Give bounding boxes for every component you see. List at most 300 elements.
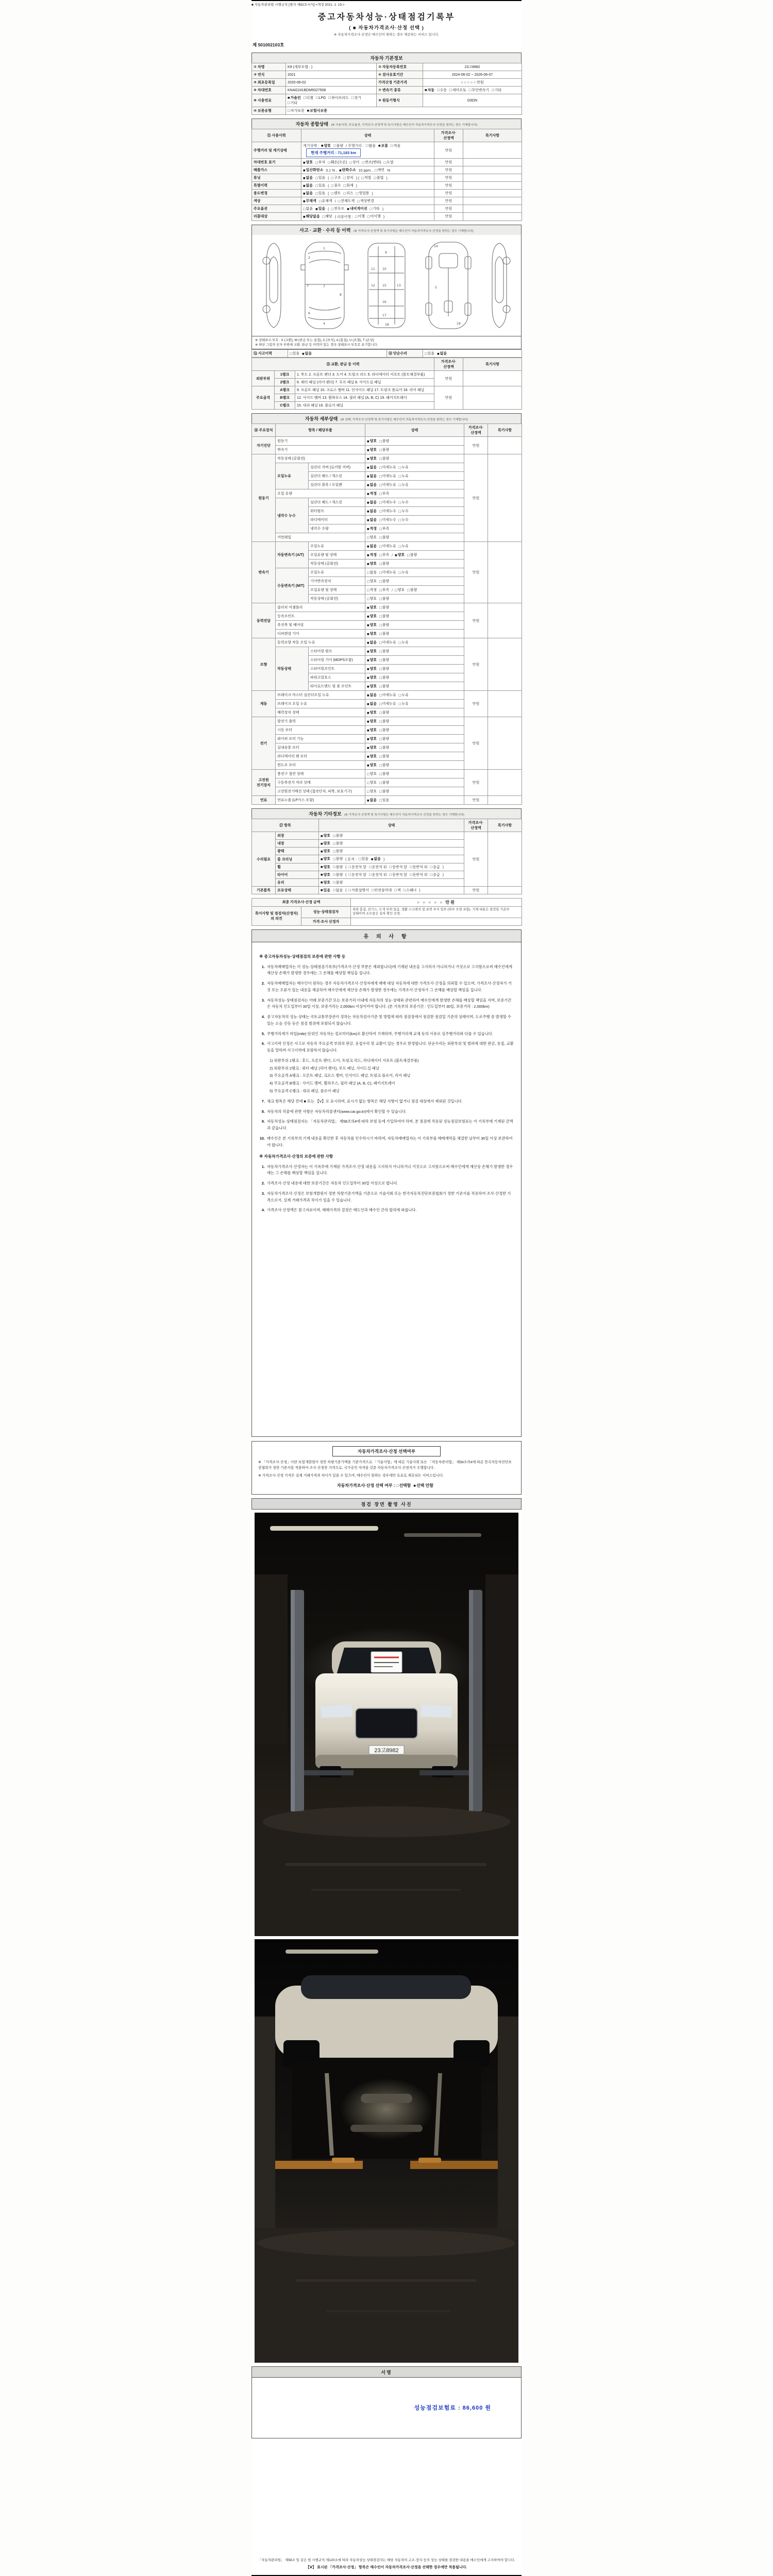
- checkbox-option[interactable]: [367, 657, 377, 663]
- checkbox-option[interactable]: [379, 526, 389, 531]
- document-subtitle-note: ※ 자동차가격조사·산정은 매수인이 원하는 경우 제공하는 서비스 입니다.: [333, 33, 440, 37]
- checkbox-option[interactable]: [348, 865, 366, 870]
- checkbox-option[interactable]: [333, 880, 343, 885]
- detail-status: [365, 778, 464, 787]
- checkbox-option[interactable]: [399, 544, 409, 549]
- checkbox-option[interactable]: [367, 570, 377, 575]
- checkbox-option[interactable]: [367, 491, 377, 496]
- checkbox-option[interactable]: [367, 456, 377, 461]
- checkbox-option[interactable]: [333, 865, 343, 870]
- checkbox-option[interactable]: [367, 745, 377, 750]
- option-label: 적정: [369, 527, 377, 531]
- checkbox-option[interactable]: [367, 710, 377, 715]
- checkbox-option[interactable]: [321, 872, 330, 877]
- checkbox-option[interactable]: [367, 473, 377, 479]
- svg-text:4: 4: [323, 321, 325, 326]
- option-label: 많음: [368, 144, 376, 148]
- notice-item-number: 3.: [261, 997, 265, 1003]
- checkbox-option[interactable]: [356, 191, 369, 196]
- checkbox-option[interactable]: [302, 351, 312, 356]
- checkbox-option[interactable]: [399, 473, 409, 479]
- insurance-fee-value: 86,600 원: [462, 2405, 491, 2412]
- detail-item-label: 실내송풍 모터: [276, 743, 365, 752]
- detail-sub-item-label: 실린더 블록 / 오일팬: [309, 481, 365, 489]
- checked-box-icon: ■: [303, 191, 306, 196]
- checkbox-option[interactable]: [367, 798, 377, 803]
- checkbox-option[interactable]: [315, 206, 325, 211]
- option-label: 양호: [369, 685, 377, 689]
- checkbox-option[interactable]: [399, 482, 409, 487]
- checkbox-option[interactable]: [288, 108, 305, 113]
- checkbox-option[interactable]: [379, 491, 389, 496]
- fuel-options: [286, 94, 377, 107]
- checkbox-option[interactable]: [449, 88, 466, 93]
- checkbox-option[interactable]: [399, 701, 409, 706]
- first-registration-label: ⑤ 최초등록일: [252, 79, 286, 87]
- detail-status: [365, 446, 464, 454]
- checkbox-option[interactable]: [367, 438, 377, 444]
- checkbox-option[interactable]: [333, 849, 343, 854]
- accident-title-note: (※ 가격조사·산정액 및 특기사항은 매수인이 자동차가격조사·산정을 원하는 경우 기재합니다): [354, 229, 474, 233]
- checkbox-option[interactable]: [367, 517, 377, 522]
- checkbox-option[interactable]: [379, 754, 389, 759]
- overall-note: [463, 213, 522, 221]
- checkbox-option[interactable]: [349, 160, 359, 165]
- checkbox-option[interactable]: [379, 570, 396, 575]
- checkbox-option[interactable]: [425, 351, 434, 356]
- etc-item-label: 광택: [276, 848, 319, 855]
- detail-item-label: 디퍼렌셜 기어: [276, 630, 365, 638]
- checkbox-option[interactable]: [367, 535, 377, 540]
- checkbox-option[interactable]: [379, 657, 389, 663]
- checkbox-option[interactable]: [347, 206, 367, 211]
- checkbox-option[interactable]: [303, 214, 320, 219]
- reg-no-label: ② 자동차등록번호: [377, 63, 423, 71]
- checkbox-option[interactable]: [379, 509, 396, 514]
- checkbox-option[interactable]: [437, 351, 447, 356]
- checkbox-option[interactable]: [379, 710, 389, 715]
- option-label: 응급: [433, 865, 440, 869]
- checkbox-option[interactable]: [390, 872, 408, 877]
- checkbox-option[interactable]: [321, 865, 330, 870]
- checked-box-icon: ■: [437, 351, 440, 356]
- notice-item-number: 4.: [261, 1208, 265, 1213]
- checkbox-option[interactable]: [367, 500, 377, 505]
- checkbox-option[interactable]: [303, 160, 313, 165]
- checkbox-option[interactable]: [379, 456, 389, 461]
- checkbox-option[interactable]: [367, 447, 377, 452]
- etc-item-label: 룸 크리닝: [276, 855, 319, 863]
- checkbox-option[interactable]: [303, 167, 323, 173]
- checkbox-option[interactable]: [379, 745, 389, 750]
- checkbox-option[interactable]: [367, 640, 377, 645]
- detail-row: [252, 796, 522, 805]
- notice-item-number: 1.: [261, 1164, 265, 1169]
- checkbox-option[interactable]: [399, 509, 409, 514]
- checkbox-option[interactable]: [379, 438, 389, 444]
- checkbox-option[interactable]: [403, 888, 416, 893]
- empty-box-icon: □: [348, 872, 351, 877]
- checkbox-option[interactable]: [379, 692, 396, 698]
- checkbox-option[interactable]: [315, 191, 325, 196]
- checkbox-option[interactable]: [394, 888, 400, 893]
- checkbox-option[interactable]: [399, 517, 409, 522]
- detail-row: [252, 454, 522, 463]
- checkbox-option[interactable]: [367, 587, 377, 592]
- rank-level-label: A랭크: [275, 386, 295, 394]
- appraiser-comment: [351, 918, 522, 926]
- document-subtitle: ( ■ 자동차가격조사·산정 선택 ): [349, 25, 424, 31]
- checkbox-option[interactable]: [395, 587, 405, 592]
- detail-sub-item-label: 타이로드엔드 및 볼 조인트: [309, 682, 365, 691]
- checkbox-option[interactable]: [374, 175, 383, 180]
- checkbox-option[interactable]: [331, 175, 341, 180]
- checkbox-option[interactable]: [333, 856, 343, 861]
- checkbox-option[interactable]: [344, 175, 354, 180]
- overall-header-status: 상태: [301, 129, 434, 142]
- checkbox-option[interactable]: [315, 160, 325, 165]
- option-label: 불법: [376, 176, 384, 180]
- checkbox-option[interactable]: [321, 833, 330, 838]
- checkbox-option[interactable]: [321, 888, 330, 893]
- checkbox-option[interactable]: [379, 780, 389, 785]
- checkbox-option[interactable]: [430, 872, 440, 877]
- checkbox-option[interactable]: [430, 865, 440, 870]
- checkbox-option[interactable]: [379, 631, 389, 636]
- checkbox-option[interactable]: [303, 183, 313, 188]
- checkbox-option[interactable]: [351, 95, 361, 100]
- checkbox-option[interactable]: [367, 622, 377, 628]
- option-label: 불량: [410, 553, 417, 557]
- option-label: 적정: [369, 492, 377, 496]
- option-label: 있음: [318, 184, 326, 188]
- checkbox-option[interactable]: [379, 684, 389, 689]
- detail-item-label: 시동 모터: [276, 726, 365, 735]
- detail-status: [365, 656, 464, 665]
- checkbox-option[interactable]: [321, 143, 331, 148]
- checkbox-option[interactable]: [367, 762, 377, 768]
- checkbox-option[interactable]: [379, 605, 389, 610]
- option-label: 없음: [369, 466, 377, 470]
- checkbox-option[interactable]: [333, 833, 343, 838]
- checkbox-option[interactable]: [367, 692, 377, 698]
- checkbox-option[interactable]: [367, 631, 377, 636]
- notices-title: 유 의 사 항: [251, 929, 522, 942]
- accident-history-label: ⑬ 사고이력: [252, 350, 288, 358]
- checkbox-option[interactable]: [399, 640, 409, 645]
- checkbox-option[interactable]: [290, 351, 299, 356]
- checkbox-option[interactable]: [379, 649, 389, 654]
- detail-price: 만원: [464, 770, 488, 796]
- checkbox-option[interactable]: [333, 841, 343, 846]
- checkbox-option[interactable]: [367, 771, 377, 776]
- checkbox-option[interactable]: [367, 605, 377, 610]
- checkbox-option[interactable]: [316, 96, 326, 100]
- checkbox-option[interactable]: [379, 552, 389, 557]
- checkbox-option[interactable]: [307, 108, 327, 113]
- document-title: 중고자동차성능·상태점검기록부: [317, 13, 456, 22]
- checkbox-option[interactable]: [362, 160, 381, 165]
- checkbox-option[interactable]: [367, 684, 377, 689]
- checkbox-option[interactable]: [367, 754, 377, 759]
- checkbox-option[interactable]: [379, 500, 396, 505]
- option-label: 양호: [369, 457, 377, 461]
- option-label: 색상변경: [360, 199, 374, 204]
- checkbox-option[interactable]: [328, 95, 348, 100]
- checkbox-option[interactable]: [367, 561, 377, 566]
- appraisal-selection-para2: ※ 가격조사·산정 가격은 실제 거래가격과 차이가 있을 수 있으며, 매수인이 원하는 경우에만 유료로 제공되는 서비스입니다.: [258, 1474, 444, 1478]
- checkbox-option[interactable]: [379, 596, 389, 601]
- checkbox-option[interactable]: [371, 856, 381, 861]
- checkbox-option[interactable]: [367, 526, 377, 531]
- checkbox-option[interactable]: [367, 701, 377, 706]
- option-text: (: [328, 184, 329, 188]
- checkbox-option[interactable]: [379, 517, 396, 522]
- checkbox-option[interactable]: [379, 465, 396, 470]
- checkbox-option[interactable]: [315, 183, 325, 188]
- notice-item-number: 10.: [259, 1136, 265, 1141]
- appraisal-choice-options: [396, 1483, 436, 1488]
- checkbox-option[interactable]: [331, 183, 341, 188]
- empty-box-icon: □: [403, 887, 406, 892]
- option-label: 누수: [401, 501, 409, 505]
- option-label: 불량: [382, 606, 390, 610]
- checkbox-option[interactable]: [370, 206, 380, 211]
- checkbox-option[interactable]: [321, 880, 330, 885]
- checkbox-option[interactable]: [321, 849, 330, 854]
- checkbox-option[interactable]: [410, 872, 428, 877]
- checkbox-option[interactable]: [379, 771, 389, 776]
- checkbox-option[interactable]: [407, 552, 417, 557]
- checkbox-option[interactable]: [303, 206, 313, 211]
- checkbox-option[interactable]: [359, 856, 368, 861]
- option-label: 없음: [369, 641, 377, 645]
- checkbox-option[interactable]: [437, 88, 447, 93]
- option-text: /: [334, 199, 336, 204]
- checkbox-option[interactable]: [367, 596, 377, 601]
- footer-line-1: 「자동차관리법」 제58조 및 같은 법 시행규칙 제120조에 따라 자동차성능·상태점검자는 해당 자동차의 구조·장치 등의 성능·상태를 점검한 내용을 매수인에게 고지하여야 합니다.: [258, 2558, 515, 2563]
- checkbox-option[interactable]: [396, 1483, 411, 1488]
- empty-box-icon: □: [391, 143, 393, 148]
- option-text: (: [345, 865, 347, 869]
- checkbox-option[interactable]: [321, 856, 330, 861]
- checkbox-option[interactable]: [367, 552, 377, 557]
- checkbox-option[interactable]: [379, 544, 396, 549]
- checkbox-option[interactable]: [379, 675, 389, 680]
- detail-item-label: 등속조인트: [276, 612, 365, 621]
- checkbox-option[interactable]: [399, 500, 409, 505]
- option-text: ): [386, 176, 388, 180]
- detail-item-label: 구동축전지 격리 상태: [276, 778, 365, 787]
- checkbox-option[interactable]: [348, 888, 368, 893]
- checked-box-icon: ■: [367, 649, 369, 654]
- checkbox-option[interactable]: [331, 191, 341, 196]
- checkbox-option[interactable]: [367, 789, 377, 794]
- checkbox-option[interactable]: [344, 183, 354, 188]
- empty-box-icon: □: [379, 771, 382, 776]
- etc-status: [319, 848, 464, 855]
- checkbox-option[interactable]: [333, 143, 343, 148]
- detail-price: 만원: [464, 603, 488, 638]
- checkbox-option[interactable]: [304, 95, 313, 100]
- checkbox-option[interactable]: [288, 100, 297, 106]
- checkbox-option[interactable]: [379, 447, 389, 452]
- empty-box-icon: □: [407, 552, 410, 557]
- option-label: 선택함: [399, 1483, 411, 1488]
- checkbox-option[interactable]: [399, 692, 409, 698]
- checkbox-option[interactable]: [367, 509, 377, 514]
- overall-note: [463, 142, 522, 159]
- checkbox-option[interactable]: [391, 143, 400, 148]
- checked-box-icon: ■: [367, 526, 369, 531]
- checkbox-option[interactable]: [367, 675, 377, 680]
- checkbox-option[interactable]: [328, 160, 347, 165]
- checkbox-option[interactable]: [469, 88, 489, 93]
- checkbox-option[interactable]: [379, 727, 389, 733]
- checkbox-option[interactable]: [379, 719, 389, 724]
- option-label: 불량: [382, 764, 390, 768]
- empty-box-icon: □: [288, 108, 290, 113]
- checkbox-option[interactable]: [379, 482, 396, 487]
- checkbox-option[interactable]: [379, 640, 396, 645]
- empty-box-icon: □: [379, 570, 382, 575]
- checkbox-option[interactable]: [367, 727, 377, 733]
- legend-line-2: ※ 하단 그림의 숫자 부위에 교환, 판금 등 이력이 있는 경우 상태표시 부호로 표기합니다.: [255, 343, 378, 347]
- overall-item-label: 주요옵션: [252, 205, 301, 213]
- checkbox-option[interactable]: [333, 872, 343, 877]
- notice-item-number: 5.: [261, 1031, 265, 1036]
- detail-sub-item-label: 스티어링 기어 (MDPS포함): [309, 656, 365, 665]
- option-label: 없음: [369, 518, 377, 522]
- inspection-period-label: ④ 검사유효기간: [377, 71, 423, 79]
- checkbox-option[interactable]: [319, 198, 332, 204]
- checkbox-option[interactable]: [492, 88, 501, 93]
- checkbox-option[interactable]: [339, 167, 356, 173]
- option-label: 양호: [369, 448, 377, 452]
- checkbox-option[interactable]: [361, 175, 371, 180]
- notice-item-number: 9.: [261, 1119, 265, 1124]
- checkbox-option[interactable]: [384, 160, 394, 165]
- checked-box-icon: ■: [413, 1483, 416, 1488]
- checked-box-icon: ■: [367, 762, 369, 768]
- checkbox-option[interactable]: [321, 841, 330, 846]
- checkbox-option[interactable]: [375, 167, 384, 173]
- etc-item-label: 유리: [276, 878, 319, 886]
- checkbox-option[interactable]: [355, 214, 365, 219]
- checkbox-option[interactable]: [288, 95, 301, 100]
- option-label: 전체도색: [341, 199, 355, 204]
- option-divider: /: [392, 553, 393, 557]
- checkbox-option[interactable]: [395, 552, 405, 557]
- checkbox-option[interactable]: [338, 198, 355, 204]
- checkbox-option[interactable]: [410, 865, 428, 870]
- checkbox-option[interactable]: [379, 614, 389, 619]
- checkbox-option[interactable]: [379, 666, 389, 671]
- checkbox-option[interactable]: [367, 736, 377, 741]
- notice-item-text: 자동차성능·상태점검자는 「자동차관리법」 제58조의4에 따라 보험 등에 가입하여야 하며, 본 점검에 적용된 성능점검보험료는 이 기록부에 기재된 금액과 같습니다.: [267, 1119, 513, 1131]
- checkbox-option[interactable]: [323, 214, 332, 219]
- checked-box-icon: ■: [367, 456, 369, 461]
- detail-status: [365, 489, 464, 498]
- checkbox-option[interactable]: [348, 872, 366, 877]
- checkbox-option[interactable]: [379, 535, 389, 540]
- checkbox-option[interactable]: [315, 175, 325, 180]
- checkbox-option[interactable]: [303, 175, 313, 180]
- option-label: 불량: [382, 457, 390, 461]
- checkbox-option[interactable]: [369, 872, 387, 877]
- checkbox-option[interactable]: [367, 482, 377, 487]
- checkbox-option[interactable]: [367, 780, 377, 785]
- checkbox-option[interactable]: [379, 579, 389, 584]
- checkbox-option[interactable]: [303, 198, 316, 204]
- checked-box-icon: ■: [395, 552, 397, 557]
- empty-box-icon: □: [379, 762, 382, 768]
- checkbox-option[interactable]: [372, 888, 392, 893]
- checkbox-option[interactable]: [303, 191, 313, 196]
- checkbox-option[interactable]: [357, 198, 374, 204]
- detail-status: [365, 621, 464, 630]
- checkbox-option[interactable]: [366, 143, 376, 148]
- checkbox-option[interactable]: [369, 865, 387, 870]
- checkbox-option[interactable]: [344, 191, 354, 196]
- checkbox-option[interactable]: [399, 465, 409, 470]
- checkbox-option[interactable]: [379, 789, 389, 794]
- empty-box-icon: □: [396, 1483, 399, 1488]
- checkbox-option[interactable]: [367, 544, 377, 549]
- checkbox-option[interactable]: [333, 888, 343, 893]
- checked-box-icon: ■: [371, 856, 374, 861]
- checkbox-option[interactable]: [379, 587, 389, 592]
- checkbox-option[interactable]: [331, 206, 344, 211]
- checkbox-option[interactable]: [367, 614, 377, 619]
- checkbox-option[interactable]: [367, 666, 377, 671]
- checkbox-option[interactable]: [399, 570, 409, 575]
- option-label: 없음: [369, 799, 377, 803]
- checkbox-option[interactable]: [425, 88, 434, 93]
- checkbox-option[interactable]: [367, 719, 377, 724]
- checkbox-option[interactable]: [379, 736, 389, 741]
- detail-status: [365, 673, 464, 682]
- checkbox-option[interactable]: [379, 798, 389, 803]
- checkbox-option[interactable]: [367, 465, 377, 470]
- checkbox-option[interactable]: [379, 622, 389, 628]
- checked-box-icon: ■: [378, 143, 381, 148]
- checkbox-option[interactable]: [367, 649, 377, 654]
- detail-price: 만원: [464, 437, 488, 454]
- notice-sub-item: 1) 외판부위 1랭크 : 후드, 프론트 펜더, 도어, 트렁크 리드, 라디에이터 서포트 (볼트체결부품): [270, 1058, 419, 1063]
- checkbox-option[interactable]: [367, 579, 377, 584]
- checkbox-option[interactable]: [407, 587, 417, 592]
- overall-title: [251, 118, 522, 129]
- option-text: ): [442, 873, 444, 877]
- checkbox-option[interactable]: [379, 473, 396, 479]
- detail-price: 만원: [464, 542, 488, 603]
- inspector-comment: 외판 흠집, 잔기스, 도색 부위 있음. 생활 스크래치 및 표면 부식 일부 (하부 오염 포함). 기재 내용은 점검일 기준의 상태이며 소모품은 실차 확인 요망.: [351, 906, 522, 918]
- checkbox-option[interactable]: [379, 561, 389, 566]
- detail-sub-item-label: 워터펌프: [309, 507, 365, 516]
- overall-item-label: 주행거리 및 계기상태: [252, 142, 301, 159]
- checkbox-option[interactable]: [378, 143, 388, 148]
- checkbox-option[interactable]: [379, 701, 396, 706]
- detail-price: 만원: [464, 717, 488, 770]
- empty-box-icon: □: [379, 649, 382, 654]
- checkbox-option[interactable]: [390, 865, 408, 870]
- checkbox-option[interactable]: [379, 762, 389, 768]
- checkbox-option[interactable]: [367, 214, 381, 219]
- insurance-fee-label: 성능점검보험료 :: [414, 2405, 461, 2412]
- checkbox-option[interactable]: [413, 1483, 433, 1488]
- empty-box-icon: □: [379, 622, 382, 628]
